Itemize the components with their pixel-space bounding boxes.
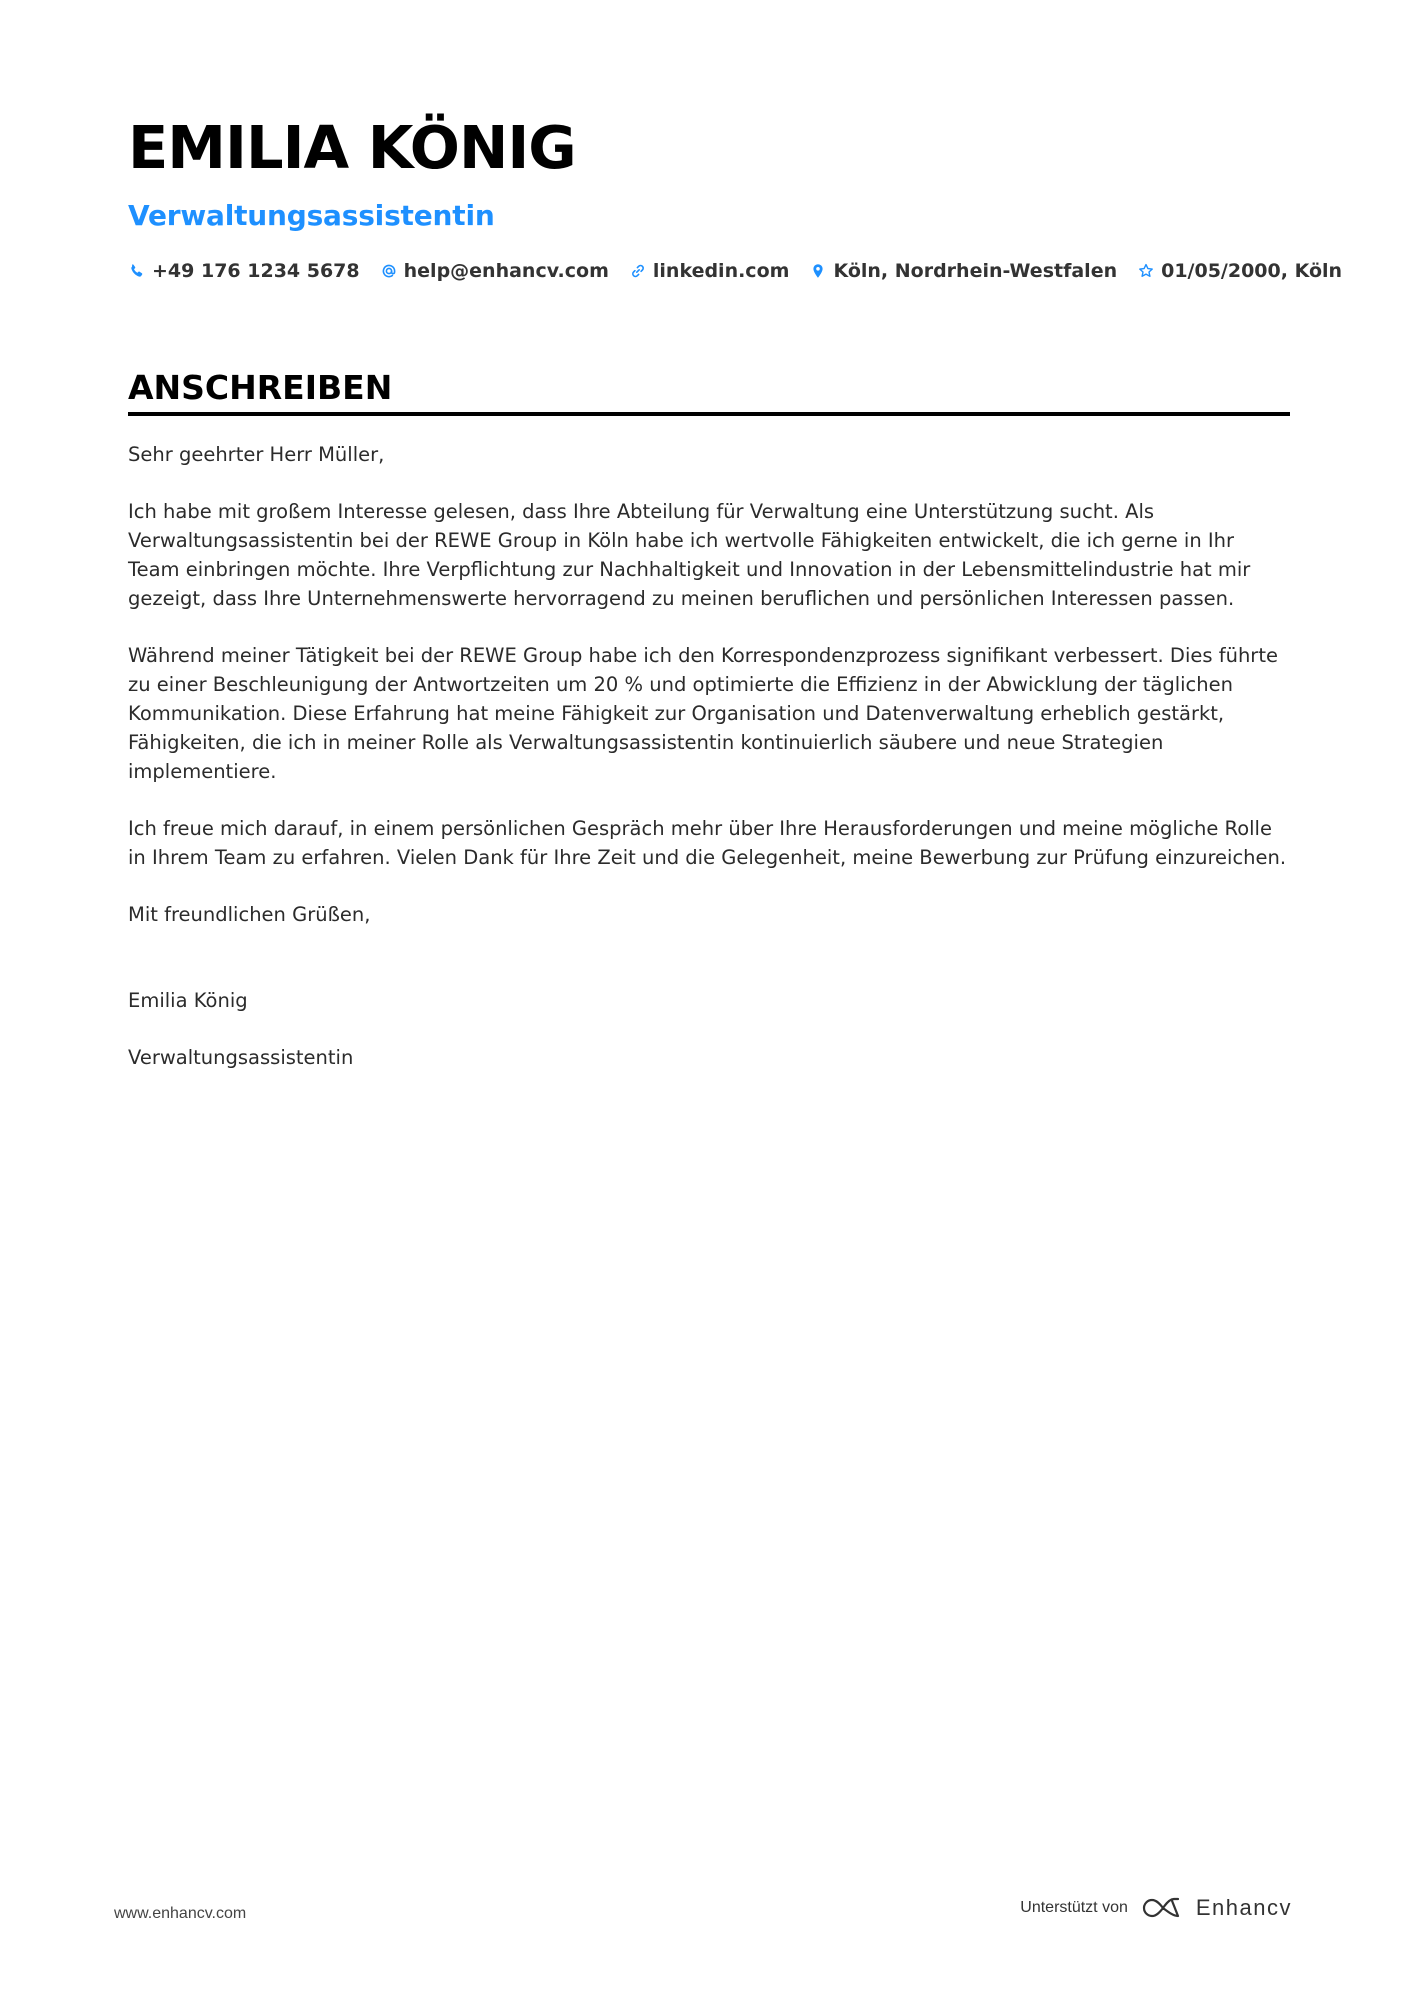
letter-body — [128, 440, 1290, 1100]
paragraph-1: Ich habe mit großem Interesse gelesen, dass Ihre Abteilung für Verwaltung eine Unterstützung sucht. Als Verwaltungsassistentin bei der REWE Group in Köln habe ich wertvolle Fähigkeiten entwickelt, die ich gerne in Ihr Team einbringen möchte. Ihre Verpflichtung zur Nachhaltigkeit und Innovation in der Lebensmittelindustrie hat mir gezeigt, dass Ihre Unternehmenswerte hervorragend zu meinen beruflichen und persönlichen Interessen passen. — [128, 500, 1251, 610]
section-title: ANSCHREIBEN — [128, 366, 1290, 416]
contact-phone-text: +49 176 1234 5678 — [152, 260, 360, 282]
contact-linkedin[interactable] — [629, 260, 790, 282]
contact-location — [809, 260, 1117, 282]
star-icon — [1137, 262, 1155, 280]
signature-title: Verwaltungsassistentin — [128, 1046, 354, 1069]
contact-birth — [1137, 260, 1342, 282]
brand-name: Enhancv — [1195, 1895, 1292, 1920]
contact-email-text: help@enhancv.com — [403, 260, 609, 282]
powered-by[interactable] — [1020, 1894, 1292, 1922]
applicant-name: EMILIA KÖNIG — [128, 113, 576, 182]
contact-birth-text: 01/05/2000, Köln — [1161, 260, 1343, 282]
paragraph-2: Während meiner Tätigkeit bei der REWE Group habe ich den Korrespondenzprozess signifikant verbessert. Dies führte zu einer Beschleunigung der Antwortzeiten um 20 % und optimierte die Effizienz in der Abwicklung der täglichen Kommunikation. Diese Erfahrung hat meine Fähigkeit zur Organisation und Datenverwaltung erheblich gestärkt, Fähigkeiten, die ich in meiner Rolle als Verwaltungsassistentin kontinuierlich säubere und neue Strategien implementiere. — [128, 644, 1278, 783]
salutation: Sehr geehrter Herr Müller, — [128, 443, 385, 466]
contact-bar — [128, 260, 1343, 282]
location-pin-icon — [809, 262, 827, 280]
contact-location-text: Köln, Nordrhein-Westfalen — [833, 260, 1118, 282]
header — [128, 108, 1343, 282]
contact-phone — [128, 260, 360, 282]
signature-name: Emilia König — [128, 989, 248, 1012]
footer-url[interactable]: www.enhancv.com — [114, 1905, 247, 1922]
powered-by-label: Unterstützt von — [1020, 1899, 1128, 1916]
at-icon — [380, 262, 398, 280]
phone-icon — [128, 262, 146, 280]
footer — [114, 1888, 1292, 1928]
paragraph-3: Ich freue mich darauf, in einem persönlichen Gespräch mehr über Ihre Herausforderungen und meine mögliche Rolle in Ihrem Team zu erfahren. Vielen Dank für Ihre Zeit und die Gelegenheit, meine Bewerbung zur Prüfung einzureichen. — [128, 817, 1287, 869]
link-icon — [629, 262, 647, 280]
contact-email[interactable] — [380, 260, 609, 282]
enhancv-logo-icon — [1140, 1894, 1186, 1922]
applicant-role: Verwaltungsassistentin — [128, 199, 495, 232]
contact-linkedin-text: linkedin.com — [652, 260, 790, 282]
closing: Mit freundlichen Grüßen, — [128, 903, 371, 926]
